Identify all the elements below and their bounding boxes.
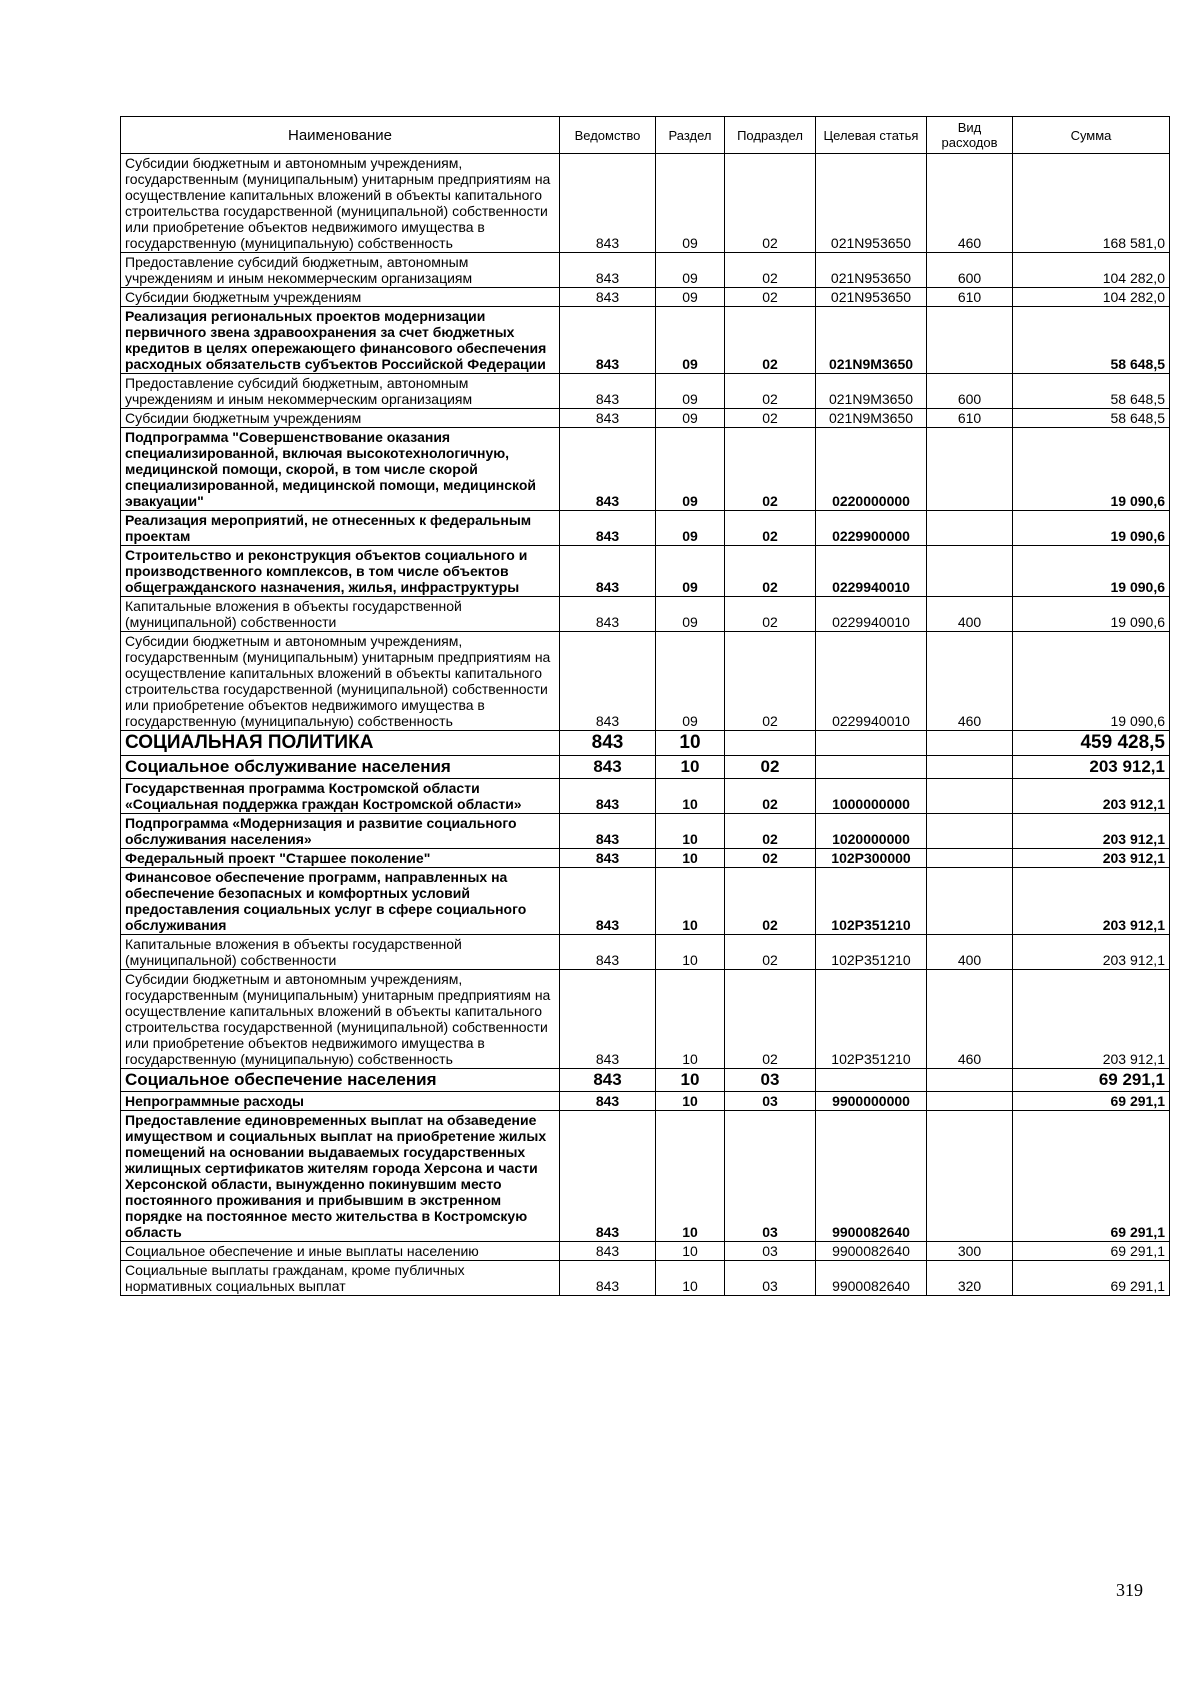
- row-razdel: 09: [656, 632, 725, 731]
- row-podrazdel: 02: [725, 814, 816, 849]
- row-celevaya: 021N9M3650: [816, 374, 927, 409]
- row-podrazdel: 02: [725, 374, 816, 409]
- row-name: Социальное обеспечение и иные выплаты населению: [121, 1242, 560, 1261]
- table-row: [121, 546, 1170, 597]
- row-name: Субсидии бюджетным учреждениям: [121, 288, 560, 307]
- row-vid: [927, 779, 1013, 814]
- table-row: [121, 868, 1170, 935]
- header-vedomstvo: Ведомство: [560, 117, 656, 154]
- table-body: [121, 154, 1170, 1296]
- row-razdel: 10: [656, 814, 725, 849]
- row-summa: 19 090,6: [1013, 546, 1170, 597]
- row-vedomstvo: 843: [560, 1261, 656, 1296]
- row-name: Социальное обслуживание населения: [121, 756, 560, 779]
- row-razdel: 10: [656, 868, 725, 935]
- row-vid: [927, 1069, 1013, 1092]
- row-razdel: 10: [656, 779, 725, 814]
- row-vid: [927, 1092, 1013, 1111]
- row-name: Предоставление единовременных выплат на обзаведение имуществом и социальных выплат на приобретение жилых помещений на основании выдаваемых государственных жилищных сертификатов жителям города Херсона и части Херсонской области, вынужденно покинувшим место постоянного проживания и прибывшим в экстренном порядке на постоянное место жительства в Костромскую область: [121, 1111, 560, 1242]
- row-vedomstvo: 843: [560, 1092, 656, 1111]
- row-podrazdel: 03: [725, 1069, 816, 1092]
- row-summa: 459 428,5: [1013, 731, 1170, 756]
- row-celevaya: 0220000000: [816, 428, 927, 511]
- row-celevaya: [816, 756, 927, 779]
- row-podrazdel: 02: [725, 632, 816, 731]
- row-razdel: 10: [656, 731, 725, 756]
- row-name: Капитальные вложения в объекты государственной (муниципальной) собственности: [121, 935, 560, 970]
- row-vedomstvo: 843: [560, 1242, 656, 1261]
- table-row: [121, 970, 1170, 1069]
- row-podrazdel: 02: [725, 307, 816, 374]
- row-vedomstvo: 843: [560, 756, 656, 779]
- row-razdel: 10: [656, 849, 725, 868]
- table-row: [121, 307, 1170, 374]
- row-podrazdel: 02: [725, 756, 816, 779]
- row-vedomstvo: 843: [560, 409, 656, 428]
- row-celevaya: [816, 1069, 927, 1092]
- table-row: [121, 1242, 1170, 1261]
- header-row: [121, 117, 1170, 154]
- row-razdel: 09: [656, 546, 725, 597]
- budget-table: [120, 116, 1170, 1296]
- row-vid: [927, 307, 1013, 374]
- row-celevaya: 0229940010: [816, 632, 927, 731]
- row-vid: 600: [927, 374, 1013, 409]
- row-summa: 104 282,0: [1013, 253, 1170, 288]
- row-podrazdel: 02: [725, 849, 816, 868]
- table-row: [121, 428, 1170, 511]
- row-podrazdel: 03: [725, 1261, 816, 1296]
- row-razdel: 09: [656, 374, 725, 409]
- row-name: Предоставление субсидий бюджетным, автономным учреждениям и иным некоммерческим организациям: [121, 374, 560, 409]
- row-vedomstvo: 843: [560, 814, 656, 849]
- row-name: Строительство и реконструкция объектов социального и производственного комплексов, в том числе объектов общегражданского назначения, жилья, инфраструктуры: [121, 546, 560, 597]
- row-vedomstvo: 843: [560, 288, 656, 307]
- row-vedomstvo: 843: [560, 374, 656, 409]
- row-celevaya: 9900000000: [816, 1092, 927, 1111]
- row-podrazdel: 02: [725, 428, 816, 511]
- row-summa: 203 912,1: [1013, 970, 1170, 1069]
- row-vid: [927, 849, 1013, 868]
- row-name: Государственная программа Костромской области «Социальная поддержка граждан Костромской области»: [121, 779, 560, 814]
- row-celevaya: 0229900000: [816, 511, 927, 546]
- row-celevaya: 0229940010: [816, 597, 927, 632]
- row-podrazdel: 02: [725, 597, 816, 632]
- row-razdel: 10: [656, 935, 725, 970]
- table-row: [121, 374, 1170, 409]
- row-celevaya: 021N953650: [816, 288, 927, 307]
- row-celevaya: 9900082640: [816, 1242, 927, 1261]
- row-razdel: 10: [656, 970, 725, 1069]
- row-name: Социальное обеспечение населения: [121, 1069, 560, 1092]
- row-podrazdel: [725, 731, 816, 756]
- row-summa: 58 648,5: [1013, 307, 1170, 374]
- row-celevaya: 021N953650: [816, 154, 927, 253]
- row-summa: 168 581,0: [1013, 154, 1170, 253]
- row-vid: [927, 546, 1013, 597]
- row-vid: 300: [927, 1242, 1013, 1261]
- table-row: [121, 849, 1170, 868]
- header-name: Наименование: [121, 117, 560, 154]
- row-summa: 203 912,1: [1013, 814, 1170, 849]
- header-summa: Сумма: [1013, 117, 1170, 154]
- row-razdel: 09: [656, 307, 725, 374]
- row-vid: [927, 731, 1013, 756]
- row-name: Подпрограмма «Модернизация и развитие социального обслуживания населения»: [121, 814, 560, 849]
- row-name: Непрограммные расходы: [121, 1092, 560, 1111]
- table-header: [121, 117, 1170, 154]
- table-row: [121, 731, 1170, 756]
- row-podrazdel: 02: [725, 546, 816, 597]
- row-razdel: 09: [656, 154, 725, 253]
- table-row: [121, 1261, 1170, 1296]
- row-razdel: 09: [656, 511, 725, 546]
- table-row: [121, 409, 1170, 428]
- row-name: Федеральный проект "Старшее поколение": [121, 849, 560, 868]
- table-row: [121, 511, 1170, 546]
- row-razdel: 09: [656, 253, 725, 288]
- row-summa: 58 648,5: [1013, 409, 1170, 428]
- row-summa: 58 648,5: [1013, 374, 1170, 409]
- table-row: [121, 597, 1170, 632]
- row-vid: 600: [927, 253, 1013, 288]
- row-vid: [927, 814, 1013, 849]
- row-summa: 19 090,6: [1013, 511, 1170, 546]
- row-vid: 610: [927, 409, 1013, 428]
- row-razdel: 10: [656, 1069, 725, 1092]
- row-podrazdel: 02: [725, 511, 816, 546]
- row-razdel: 09: [656, 428, 725, 511]
- row-celevaya: 102P351210: [816, 970, 927, 1069]
- row-podrazdel: 02: [725, 935, 816, 970]
- table-row: [121, 1069, 1170, 1092]
- row-name: Субсидии бюджетным и автономным учреждениям, государственным (муниципальным) унитарным предприятиям на осуществление капитальных вложений в объекты капитального строительства государственной (муниципальной) собственности или приобретение объектов недвижимого имущества в государственную (муниципальную) собственность: [121, 154, 560, 253]
- row-podrazdel: 03: [725, 1111, 816, 1242]
- row-vedomstvo: 843: [560, 511, 656, 546]
- row-vedomstvo: 843: [560, 253, 656, 288]
- row-vid: [927, 511, 1013, 546]
- header-podrazdel: Подраздел: [725, 117, 816, 154]
- row-razdel: 10: [656, 1242, 725, 1261]
- row-celevaya: 1000000000: [816, 779, 927, 814]
- table-row: [121, 1111, 1170, 1242]
- page-number: 319: [1116, 1580, 1143, 1600]
- row-razdel: 09: [656, 597, 725, 632]
- header-vid: Вид расходов: [927, 117, 1013, 154]
- row-name: Субсидии бюджетным и автономным учреждениям, государственным (муниципальным) унитарным предприятиям на осуществление капитальных вложений в объекты капитального строительства государственной (муниципальной) собственности или приобретение объектов недвижимого имущества в государственную (муниципальную) собственность: [121, 970, 560, 1069]
- row-celevaya: 9900082640: [816, 1261, 927, 1296]
- row-name: Предоставление субсидий бюджетным, автономным учреждениям и иным некоммерческим организациям: [121, 253, 560, 288]
- table-row: [121, 154, 1170, 253]
- row-name: Социальные выплаты гражданам, кроме публичных нормативных социальных выплат: [121, 1261, 560, 1296]
- row-celevaya: 9900082640: [816, 1111, 927, 1242]
- row-vedomstvo: 843: [560, 632, 656, 731]
- table-row: [121, 1092, 1170, 1111]
- row-vid: 460: [927, 970, 1013, 1069]
- row-name: Реализация мероприятий, не отнесенных к федеральным проектам: [121, 511, 560, 546]
- row-name: СОЦИАЛЬНАЯ ПОЛИТИКА: [121, 731, 560, 756]
- row-vedomstvo: 843: [560, 731, 656, 756]
- row-vedomstvo: 843: [560, 868, 656, 935]
- row-vid: 400: [927, 935, 1013, 970]
- row-vedomstvo: 843: [560, 154, 656, 253]
- row-podrazdel: 03: [725, 1242, 816, 1261]
- row-vedomstvo: 843: [560, 597, 656, 632]
- row-summa: 69 291,1: [1013, 1111, 1170, 1242]
- row-summa: 203 912,1: [1013, 935, 1170, 970]
- table-row: [121, 632, 1170, 731]
- table-row: [121, 814, 1170, 849]
- row-summa: 69 291,1: [1013, 1242, 1170, 1261]
- row-podrazdel: 02: [725, 409, 816, 428]
- row-vid: [927, 868, 1013, 935]
- header-celevaya: Целевая статья: [816, 117, 927, 154]
- row-celevaya: 102P351210: [816, 935, 927, 970]
- row-celevaya: 102P351210: [816, 868, 927, 935]
- row-celevaya: [816, 731, 927, 756]
- header-razdel: Раздел: [656, 117, 725, 154]
- row-celevaya: 102P300000: [816, 849, 927, 868]
- row-name: Подпрограмма "Совершенствование оказания специализированной, включая высокотехнологичную, медицинской помощи, скорой, в том числе скорой специализированной, медицинской помощи, медицинской эвакуации": [121, 428, 560, 511]
- table-row: [121, 935, 1170, 970]
- row-razdel: 10: [656, 1261, 725, 1296]
- row-name: Капитальные вложения в объекты государственной (муниципальной) собственности: [121, 597, 560, 632]
- row-summa: 19 090,6: [1013, 632, 1170, 731]
- table-row: [121, 756, 1170, 779]
- row-podrazdel: 02: [725, 970, 816, 1069]
- row-vid: 400: [927, 597, 1013, 632]
- row-podrazdel: 02: [725, 779, 816, 814]
- row-vedomstvo: 843: [560, 546, 656, 597]
- row-razdel: 10: [656, 756, 725, 779]
- row-vedomstvo: 843: [560, 779, 656, 814]
- row-vedomstvo: 843: [560, 849, 656, 868]
- row-name: Финансовое обеспечение программ, направленных на обеспечение безопасных и комфортных условий предоставления социальных услуг в сфере социального обслуживания: [121, 868, 560, 935]
- row-vid: 320: [927, 1261, 1013, 1296]
- row-summa: 69 291,1: [1013, 1069, 1170, 1092]
- table-row: [121, 779, 1170, 814]
- row-summa: 203 912,1: [1013, 756, 1170, 779]
- row-vedomstvo: 843: [560, 1111, 656, 1242]
- row-summa: 203 912,1: [1013, 779, 1170, 814]
- table-row: [121, 288, 1170, 307]
- row-vedomstvo: 843: [560, 970, 656, 1069]
- row-summa: 69 291,1: [1013, 1261, 1170, 1296]
- row-podrazdel: 02: [725, 253, 816, 288]
- row-razdel: 09: [656, 409, 725, 428]
- row-summa: 104 282,0: [1013, 288, 1170, 307]
- row-name: Реализация региональных проектов модернизации первичного звена здравоохранения за счет бюджетных кредитов в целях опережающего финансового обеспечения расходных обязательств субъектов Российской Федерации: [121, 307, 560, 374]
- row-razdel: 10: [656, 1092, 725, 1111]
- row-podrazdel: 02: [725, 868, 816, 935]
- row-vedomstvo: 843: [560, 428, 656, 511]
- row-podrazdel: 02: [725, 288, 816, 307]
- row-vid: [927, 756, 1013, 779]
- row-vid: 460: [927, 632, 1013, 731]
- row-vid: [927, 1111, 1013, 1242]
- row-celevaya: 0229940010: [816, 546, 927, 597]
- row-celevaya: 021N9M3650: [816, 307, 927, 374]
- row-summa: 203 912,1: [1013, 868, 1170, 935]
- row-razdel: 10: [656, 1111, 725, 1242]
- row-podrazdel: 03: [725, 1092, 816, 1111]
- row-summa: 19 090,6: [1013, 428, 1170, 511]
- row-vid: 610: [927, 288, 1013, 307]
- row-razdel: 09: [656, 288, 725, 307]
- row-vedomstvo: 843: [560, 307, 656, 374]
- row-celevaya: 021N953650: [816, 253, 927, 288]
- row-vedomstvo: 843: [560, 1069, 656, 1092]
- row-vid: [927, 428, 1013, 511]
- row-summa: 19 090,6: [1013, 597, 1170, 632]
- row-vedomstvo: 843: [560, 935, 656, 970]
- row-name: Субсидии бюджетным и автономным учреждениям, государственным (муниципальным) унитарным предприятиям на осуществление капитальных вложений в объекты капитального строительства государственной (муниципальной) собственности или приобретение объектов недвижимого имущества в государственную (муниципальную) собственность: [121, 632, 560, 731]
- row-vid: 460: [927, 154, 1013, 253]
- table-row: [121, 253, 1170, 288]
- row-celevaya: 1020000000: [816, 814, 927, 849]
- row-summa: 203 912,1: [1013, 849, 1170, 868]
- row-celevaya: 021N9M3650: [816, 409, 927, 428]
- row-name: Субсидии бюджетным учреждениям: [121, 409, 560, 428]
- row-podrazdel: 02: [725, 154, 816, 253]
- row-summa: 69 291,1: [1013, 1092, 1170, 1111]
